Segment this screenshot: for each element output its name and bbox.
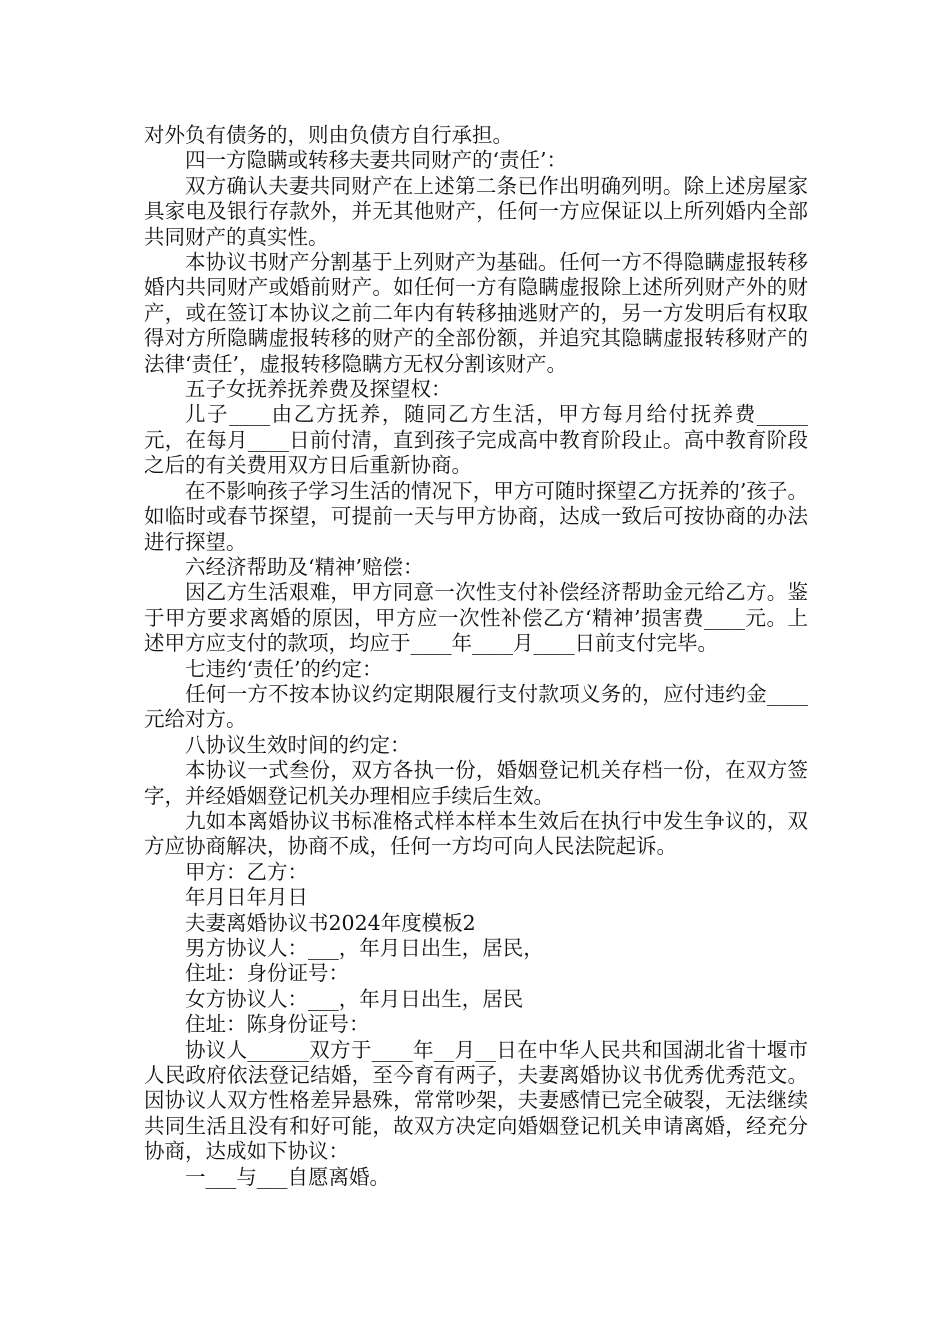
male-party-line: 男方协议人：___，年月日出生，居民， (185, 936, 544, 960)
section-heading-8: 八协议生效时间的约定： (185, 732, 411, 757)
paragraph-disputes: 九如本离婚协议书标准格式样本样本生效后在执行中发生争议的，双方应协商解决，协商不成，任何一方均可向人民法院起诉。 (144, 808, 808, 859)
female-address-line: 住址：陈身份证号： (185, 1012, 370, 1037)
template-title: 夫妻离婚协议书2024年度模板2 (185, 910, 476, 935)
paragraph-visitation: 在不影响孩子学习生活的情况下，甲方可随时探望乙方抚养的’孩子。如临时或春节探望，可提前一天与甲方协商，达成一致后可按协商的办法进行探望。 (144, 478, 808, 554)
paragraph-compensation: 因乙方生活艰难，甲方同意一次性支付补偿经济帮助金元给乙方。鉴于甲方要求离婚的原因，甲方应一次性补偿乙方‘精神’损害费____元。上述甲方应支付的款项，均应于____年____月____日前支付完毕。 (144, 580, 808, 656)
document-page (144, 123, 808, 1190)
section-heading-7: 七违约‘责任’的约定： (185, 656, 383, 681)
paragraph-effective: 本协议一式叁份，双方各执一份，婚姻登记机关存档一份，在双方签字，并经婚姻登记机关办理相应手续后生效。 (144, 758, 808, 808)
male-address-line: 住址：身份证号： (185, 961, 349, 986)
paragraph-debt-continued: 对外负有债务的，则由负债方自行承担。 (144, 123, 513, 147)
section-heading-4: 四一方隐瞒或转移夫妻共同财产的‘责任’： (185, 148, 568, 173)
section-heading-6: 六经济帮助及‘精神’赔偿： (185, 554, 424, 579)
signature-dates: 年月日年月日 (185, 885, 308, 910)
paragraph-property-division: 本协议书财产分割基于上列财产为基础。任何一方不得隐瞒虚报转移婚内共同财产或婚前财产。如任何一方有隐瞒虚报除上述所列财产外的财产，或在签订本协议之前二年内有转移抽逃财产的，另一方发明后有权取得对方所隐瞒虚报转移的财产的全部份额，并追究其隐瞒虚报转移财产的法律‘责任’，虚报转移隐瞒方无权分割该财产。 (144, 250, 808, 376)
female-party-line: 女方协议人：___，年月日出生，居民 (185, 986, 524, 1011)
paragraph-property-confirm: 双方确认夫妻共同财产在上述第二条已作出明确列明。除上述房屋家具家电及银行存款外，并无其他财产，任何一方应保证以上所列婚内全部共同财产的真实性。 (144, 173, 808, 249)
signature-parties: 甲方：乙方： (185, 859, 308, 884)
paragraph-child-custody: 儿子____由乙方抚养，随同乙方生活，甲方每月给付抚养费_____元，在每月____日前付清，直到孩子完成高中教育阶段止。高中教育阶段之后的有关费用双方日后重新协商。 (144, 402, 808, 478)
paragraph-marriage-background: 协议人______双方于____年__月__日在中华人民共和国湖北省十堰市人民政府依法登记结婚，至今育有两子，夫妻离婚协议书优秀优秀范文。因协议人双方性格差异悬殊，常常吵架，夫妻感情已完全破裂，无法继续共同生活且没有和好可能，故双方决定向婚姻登记机关申请离婚，经充分协商，达成如下协议： (144, 1037, 808, 1164)
paragraph-penalty: 任何一方不按本协议约定期限履行支付款项义务的，应付违约金____元给对方。 (144, 681, 808, 732)
clause-1: 一___与___自愿离婚。 (185, 1164, 390, 1189)
section-heading-5: 五子女抚养抚养费及探望权： (185, 377, 452, 402)
